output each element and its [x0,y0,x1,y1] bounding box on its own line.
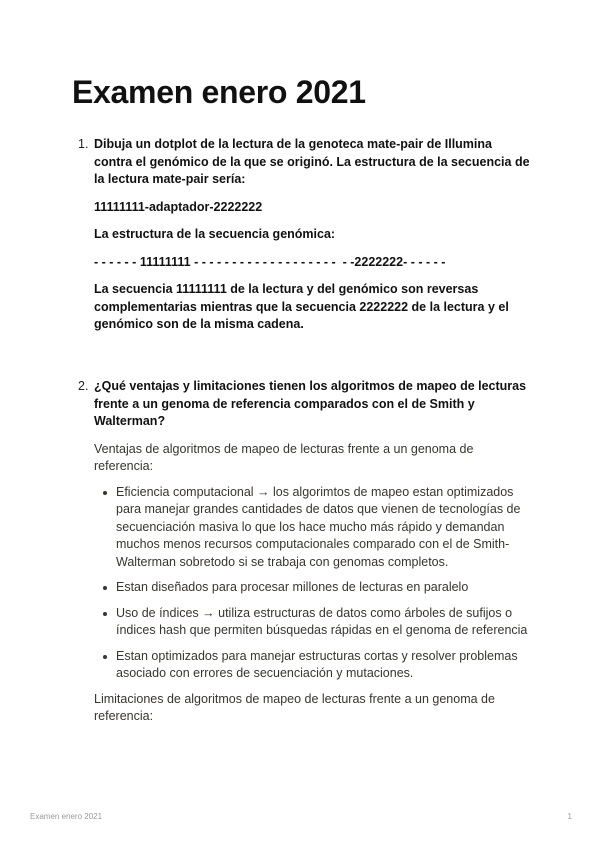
question-1-number: 1. [78,137,89,151]
list-item [94,484,530,572]
bullet-icon [103,586,107,590]
list-item-text: Eficiencia computacional → los algorimtos de mapeo estan optimizados para manejar grandes cantidades de datos que vienen de tecnologías de secuenciación masiva lo que los hace mucho más rápido y demandan muchos menos recursos computacionales comparado con el de Smith-Walterman sobretodo si se trabaja con genomas completos. [116,484,521,569]
list-item-text: Estan optimizados para manejar estructuras cortas y resolver problemas asociado con errores de secuenciación y mutaciones. [116,648,518,680]
question-2-text: ¿Qué ventajas y limitaciones tienen los algoritmos de mapeo de lecturas frente a un genoma de referencia comparados con el de Smith y Walterman? [94,379,527,428]
list-item [94,605,530,640]
advantages-list [94,484,530,683]
question-2 [78,378,530,726]
footer-title: Examen enero 2021 [30,812,103,821]
list-item-text: Estan diseñados para procesar millones de lecturas en paralelo [116,580,469,594]
page-number: 1 [567,812,572,821]
bullet-icon [103,612,107,616]
genomic-sequence: - - - - - - 11111111 - - - - - - - - - - - - - - - - - - - - -2222222- - - - - - [94,254,446,269]
page-title: Examen enero 2021 [72,74,366,110]
list-item-text: Uso de índices → utiliza estructuras de datos como árboles de sufijos o índices hash que permiten búsquedas rápidas en el genoma de referencia [116,605,528,637]
question-1 [78,136,530,334]
advantages-intro: Ventajas de algoritmos de mapeo de lecturas frente a un genoma de referencia: [94,441,474,473]
genomic-structure-label: La estructura de la secuencia genómica: [94,227,336,241]
limitations-intro: Limitaciones de algoritmos de mapeo de lecturas frente a un genoma de referencia: [94,691,495,723]
read-structure: 11111111-adaptador-2222222 [94,199,263,214]
list-item [94,648,530,683]
list-item [94,579,530,597]
bullet-icon [103,491,107,495]
bullet-icon [103,655,107,659]
question-1-answer: La secuencia 11111111 de la lectura y del genómico son reversas complementarias mientras que la secuencia 2222222 de la lectura y el genómico son de la misma cadena. [94,282,509,331]
question-2-number: 2. [78,379,89,393]
question-1-text: Dibuja un dotplot de la lectura de la genoteca mate-pair de Illumina contra el genómico de la que se originó. La estructura de la secuencia de la lectura mate-pair sería: [94,137,530,186]
